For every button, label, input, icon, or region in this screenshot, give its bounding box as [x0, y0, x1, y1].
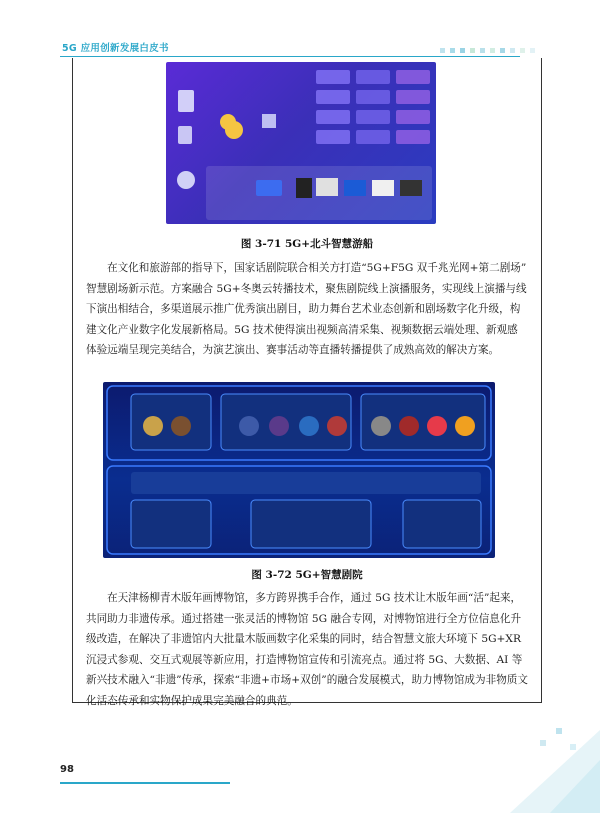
- paragraph-line: 智慧剧场新示范。方案融合 5G+冬奥云转播技术，聚焦剧院线上演播服务，实现线上演播与线: [86, 282, 527, 295]
- paragraph-line: 级改造，在解决了非遗馆内大批量木版画数字化采集的同时，结合智慧文旅大环境下 5G+XR: [86, 633, 521, 645]
- footer-decoration: [470, 720, 600, 813]
- page-number: 98: [60, 764, 74, 775]
- smart-theater-illustration: [103, 382, 495, 558]
- paragraph-line: 化活态传承和实物保护成果完美融合的典范。: [86, 694, 298, 707]
- paragraph-line: 下演出相结合，多渠道展示推广优秀演出剧目，助力舞台艺术业态创新和剧场数字化升级，构: [86, 303, 521, 315]
- figure-caption: 图 3-71 5G+北斗智慧游船: [240, 238, 374, 250]
- paragraph-line: 建文化产业数字化发展新格局。5G 技术使得演出视频高清采集、视频数据云端处理、新观感: [86, 323, 518, 336]
- paragraph-line: 在文化和旅游部的指导下，国家话剧院联合相关方打造“5G+F5G 双千兆光网+第二剧场”: [107, 262, 527, 274]
- header-title: 5G 应用创新发展白皮书: [62, 43, 169, 54]
- footer-rule: [60, 782, 230, 784]
- body-paragraph: [86, 588, 526, 711]
- paragraph-line: 体验远端呈现完美结合，为演艺演出、赛事活动等直播转播提供了成熟高效的解决方案。: [86, 344, 500, 356]
- paragraph-line: 沉浸式参观、交互式观展等新应用，打造博物馆宣传和引流亮点。通过将 5G、大数据、AI 等: [86, 653, 523, 666]
- smart-cruise-illustration: [166, 62, 436, 224]
- paragraph-line: 新兴技术融入“非遗”传承，探索“非遗+市场+双创”的融合发展模式，助力博物馆成为非物质文: [86, 674, 528, 686]
- figure-smart-theater-diagram: [103, 382, 495, 558]
- figure-smart-cruise-diagram: [166, 62, 436, 224]
- figure-caption: 图 3-72 5G+智慧剧院: [251, 569, 363, 581]
- paragraph-line: 共同助力非遗传承。通过搭建一张灵活的博物馆 5G 融合专网，对博物馆进行全方位信息化升: [86, 612, 522, 625]
- paragraph-line: 在天津杨柳青木版年画博物馆，多方跨界携手合作，通过 5G 技术让木版年画“活”起来，: [107, 592, 522, 604]
- header-decoration: [440, 44, 550, 58]
- body-paragraph: [86, 258, 526, 361]
